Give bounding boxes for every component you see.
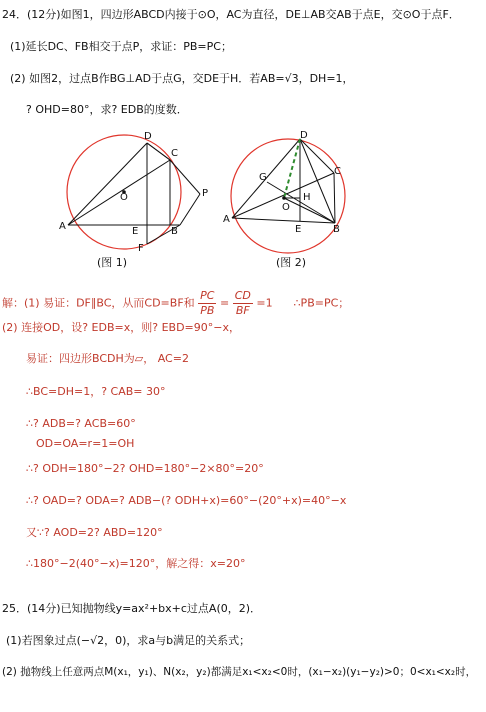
solution-step-1-conclusion: ∴PB=PC； — [293, 296, 350, 310]
solution-step-4: ∴BC=DH=1，? CAB= 30° — [26, 385, 166, 398]
fraction-cd-bf — [233, 289, 253, 318]
problem-24-part2-line2: ? OHD=80°，求? EDB的度数． — [26, 103, 188, 116]
solution-step-6: OD=OA=r=1=OH — [36, 437, 135, 450]
solution-step-1 — [2, 289, 349, 318]
solution-step-3: 易证：四边形BCDH为▱， AC=2 — [26, 352, 189, 365]
problem-24-part1: (1)延长DC、FB相交于点P，求证：PB=PC； — [10, 40, 232, 53]
problem-24-header: 24．(12分)如图1，四边形ABCD内接于⊙O，AC为直径，DE⊥AB交AB于点E，交⊙O于点F． — [2, 8, 460, 21]
figure-1-caption: (图 1) — [97, 256, 128, 269]
figure-1-diagram — [58, 128, 218, 254]
fig1-label-d: D — [144, 131, 152, 142]
fig2-label-h: H — [303, 192, 311, 203]
fig2-label-b: B — [333, 224, 340, 235]
fig1-label-o: O — [120, 192, 128, 203]
solution-step-5: ∴? ADB=? ACB=60° — [26, 417, 136, 430]
fig2-label-o: O — [282, 202, 290, 213]
solution-step-2: (2) 连接OD，设? EDB=x，则? EBD=90°−x， — [2, 321, 240, 334]
fig1-label-b: B — [171, 226, 178, 237]
fraction-denominator: BF — [235, 304, 250, 317]
solution-step-1-text: 解：(1) 易证：DF∥BC，从而CD=BF和 — [2, 296, 195, 310]
fig1-label-a: A — [59, 221, 66, 232]
fig2-label-g: G — [259, 172, 267, 183]
problem-25-part2: (2) 抛物线上任意两点M(x₁，y₁)、N(x₂，y₂)都满足x₁<x₂<0时，(x₁−x₂)(y₁−y₂)>0；0<x₁<x₂时， — [2, 666, 477, 678]
equals-one: =1 — [256, 296, 273, 310]
problem-24-part2-line1: (2) 如图2，过点B作BG⊥AD于点G，交DE于H．若AB=√3，DH=1， — [10, 72, 354, 85]
solution-step-9: 又∵? AOD=2? ABD=120° — [26, 526, 163, 539]
fig2-label-c: C — [334, 166, 341, 177]
fraction-numerator: CD — [234, 289, 251, 302]
equals-sign: = — [219, 296, 230, 310]
fig1-label-c: C — [171, 148, 178, 159]
fig2-label-d: D — [300, 130, 308, 141]
figure-2-caption: (图 2) — [276, 256, 307, 269]
fig2-label-a: A — [223, 214, 230, 225]
problem-25-header: 25．(14分)已知抛物线y=ax²+bx+c过点A(0，2)． — [2, 602, 262, 615]
solution-step-8: ∴? OAD=? ODA=? ADB−(? ODH+x)=60°−(20°+x)=40°−x — [26, 494, 347, 507]
fig1-label-p: P — [202, 188, 209, 199]
problem-25-part1: (1)若图象过点(−√2，0)，求a与b满足的关系式； — [6, 634, 251, 647]
fig1-label-e: E — [132, 226, 139, 237]
fraction-pc-pb — [198, 289, 216, 318]
solution-step-7: ∴? ODH=180°−2? OHD=180°−2×80°=20° — [26, 462, 264, 475]
figure-2-diagram — [222, 128, 362, 248]
fraction-numerator: PC — [200, 289, 215, 302]
fig1-label-f: F — [138, 243, 144, 254]
solution-step-10: ∴180°−2(40°−x)=120°，解之得：x=20° — [26, 557, 246, 570]
fraction-denominator: PB — [200, 304, 215, 317]
fig2-label-e: E — [295, 224, 302, 235]
